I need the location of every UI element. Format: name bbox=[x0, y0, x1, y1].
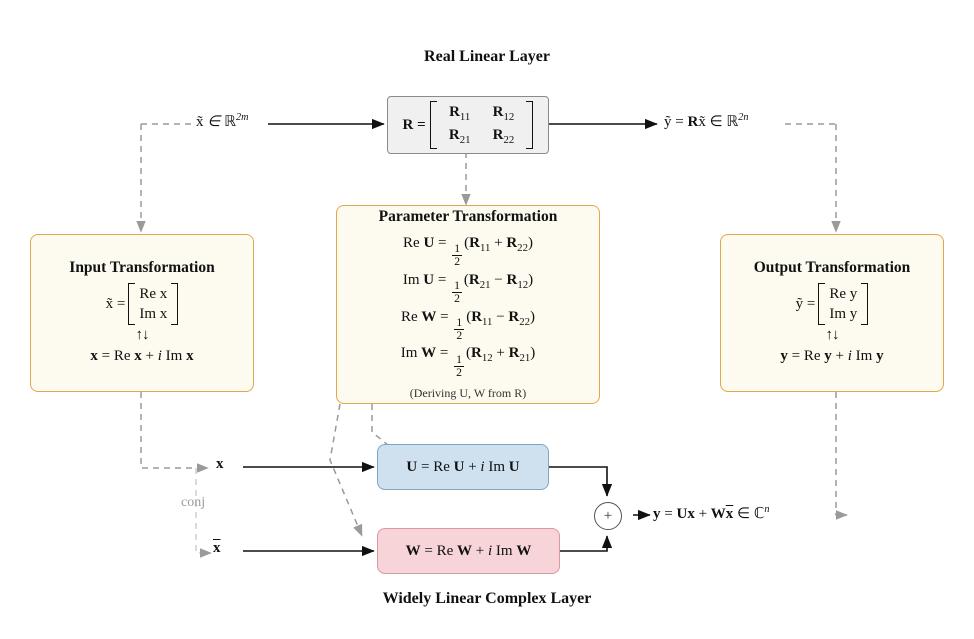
input-transformation-box bbox=[30, 234, 254, 392]
input-row-1: Re x bbox=[139, 285, 168, 302]
real-matrix-lhs: R = bbox=[402, 116, 426, 133]
bracket-left bbox=[128, 283, 135, 326]
output-transformation-title: Output Transformation bbox=[753, 258, 911, 276]
parameter-transformation-title: Parameter Transformation bbox=[378, 207, 558, 225]
parameter-equation-im-u: Im U = $\frac{1}{2}$ $(R_{21} - R_{12})$ bbox=[402, 271, 534, 306]
summation-node: + bbox=[594, 502, 622, 530]
real-matrix-equation bbox=[403, 101, 534, 148]
bracket-right bbox=[861, 283, 868, 326]
matrix-entry-11: 11 bbox=[459, 111, 471, 124]
bottom-title: Widely Linear Complex Layer bbox=[382, 590, 592, 607]
real-matrix: $R_{11}$ $R_{12}$ $R_{21}$ $R_{22}$ bbox=[430, 101, 534, 148]
parameter-equation-im-w: Im W = $\frac{1}{2}$ $(R_{12} + R_{21})$ bbox=[400, 345, 536, 379]
output-vector-label: ỹ = Rx̃ ∈ ℝ$^{2n}$ bbox=[664, 112, 749, 130]
real-linear-layer-box bbox=[387, 96, 549, 154]
input-transformation-equation bbox=[106, 283, 179, 326]
parameter-equation-re-u: Re U = $\frac{1}{2}$ $(R_{11} + R_{22})$ bbox=[403, 234, 533, 269]
bracket-right bbox=[171, 283, 178, 326]
output-transformation-lhs: ỹ = bbox=[795, 295, 816, 312]
parameter-equation-re-w: Re W = $\frac{1}{2}$ $(R_{11} - R_{22})$ bbox=[400, 308, 536, 343]
bracket-left bbox=[818, 283, 825, 326]
conj-label: conj bbox=[181, 495, 206, 510]
output-row-2: Im y bbox=[829, 305, 858, 322]
matrix-entry-12: 12 bbox=[503, 111, 515, 124]
w-matrix-box bbox=[377, 528, 560, 574]
top-title: Real Linear Layer bbox=[424, 48, 550, 65]
output-transformation-box bbox=[720, 234, 944, 392]
u-matrix-box bbox=[377, 444, 549, 490]
output-row-1: Re y bbox=[829, 285, 858, 302]
bracket-right bbox=[526, 101, 533, 148]
w-equation: W = Re W + i Im W bbox=[405, 542, 532, 559]
input-transformation-complex-form: x = Re x + i Im x bbox=[90, 348, 194, 364]
input-transformation-lhs: x̃ = bbox=[105, 295, 126, 312]
parameter-transformation-box bbox=[336, 205, 600, 404]
x-label: x bbox=[216, 456, 224, 472]
matrix-entry-22: 22 bbox=[503, 134, 515, 146]
input-bidirectional-arrows: ↑↓ bbox=[135, 327, 149, 343]
output-transformation-complex-form: y = Re y + i Im y bbox=[780, 348, 884, 364]
final-output-label: $y = Ux + W\overline{x}$ ∈ ℂ$^n$ bbox=[653, 504, 770, 522]
output-transformation-equation bbox=[796, 283, 869, 326]
u-equation: U = Re U + i Im U bbox=[406, 458, 520, 475]
input-vector-label: x̃ ∈ ℝ$^{2m}$ bbox=[196, 112, 249, 130]
input-transformation-title: Input Transformation bbox=[69, 258, 215, 276]
x-conjugate-label: $\overline{x}$ bbox=[213, 540, 221, 556]
parameter-transformation-note: (Deriving U, W from R) bbox=[409, 386, 527, 401]
output-bidirectional-arrows: ↑↓ bbox=[825, 327, 839, 343]
matrix-entry-21: 21 bbox=[459, 134, 471, 146]
bracket-left bbox=[430, 101, 437, 148]
input-row-2: Im x bbox=[139, 305, 168, 322]
